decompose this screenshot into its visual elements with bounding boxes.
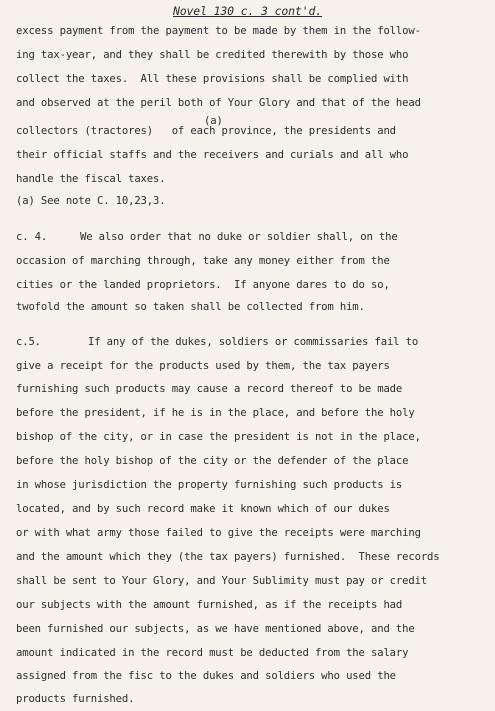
text-line: assigned from the fisc to the dukes and soldiers who used the [16,670,396,682]
text-line: been furnished our subjects, as we have mentioned above, and the [16,623,415,635]
text-line: located, and by such record make it known which of our dukes [16,503,390,515]
text-line: amount indicated in the record must be deducted from the salary [16,647,409,659]
text-line: bishop of the city, or in case the president is not in the place, [16,431,421,443]
text-line: give a receipt for the products used by them, the tax payers [16,360,390,372]
page-heading: Novel 130 c. 3 cont'd. [172,4,323,18]
text-line: products furnished. [16,693,135,705]
text-line: excess payment from the payment to be made by them in the follow- [16,25,421,37]
section-4-number: c. 4. [16,231,48,243]
text-line: and the amount which they (the tax payers) furnished. These records [16,551,440,563]
text-line: occasion of marching through, take any money either from the [16,255,390,267]
text-line: cities or the landed proprietors. If anyone dares to do so, [16,279,390,291]
text-line: handle the fiscal taxes. [16,173,166,185]
section-5-number: c.5. [16,336,41,348]
text-span: If any of the dukes, soldiers or commissaries fail to [88,336,419,348]
text-line: shall be sent to Your Glory, and Your Sublimity must pay or credit [16,575,428,587]
text-line: before the holy bishop of the city or the defender of the place [16,455,409,467]
section-4-line-1 [16,230,479,244]
text-line: their official staffs and the receivers and curials and all who [16,149,409,161]
footnote-marker: (a) [204,115,223,127]
section-5-line-1 [16,335,479,349]
text-line: and observed at the peril both of Your Glory and that of the head [16,97,421,109]
text-line: in whose jurisdiction the property furnishing such products is [16,479,403,491]
text-line: furnishing such products may cause a record thereof to be made [16,383,403,395]
footnote: (a) See note C. 10,23,3. [16,195,166,207]
text-line: ing tax-year, and they shall be credited therewith by those who [16,49,409,61]
text-span: We also order that no duke or soldier shall, on the [80,231,398,243]
text-line: twofold the amount so taken shall be collected from him. [16,301,365,313]
text-line: collectors (tractores) of each province, the presidents and [16,125,396,137]
text-line: before the president, if he is in the place, and before the holy [16,407,415,419]
text-line: or with what army those failed to give the receipts were marching [16,527,421,539]
text-line: our subjects with the amount furnished, as if the receipts had [16,599,403,611]
text-line: collect the taxes. All these provisions shall be complied with [16,73,409,85]
